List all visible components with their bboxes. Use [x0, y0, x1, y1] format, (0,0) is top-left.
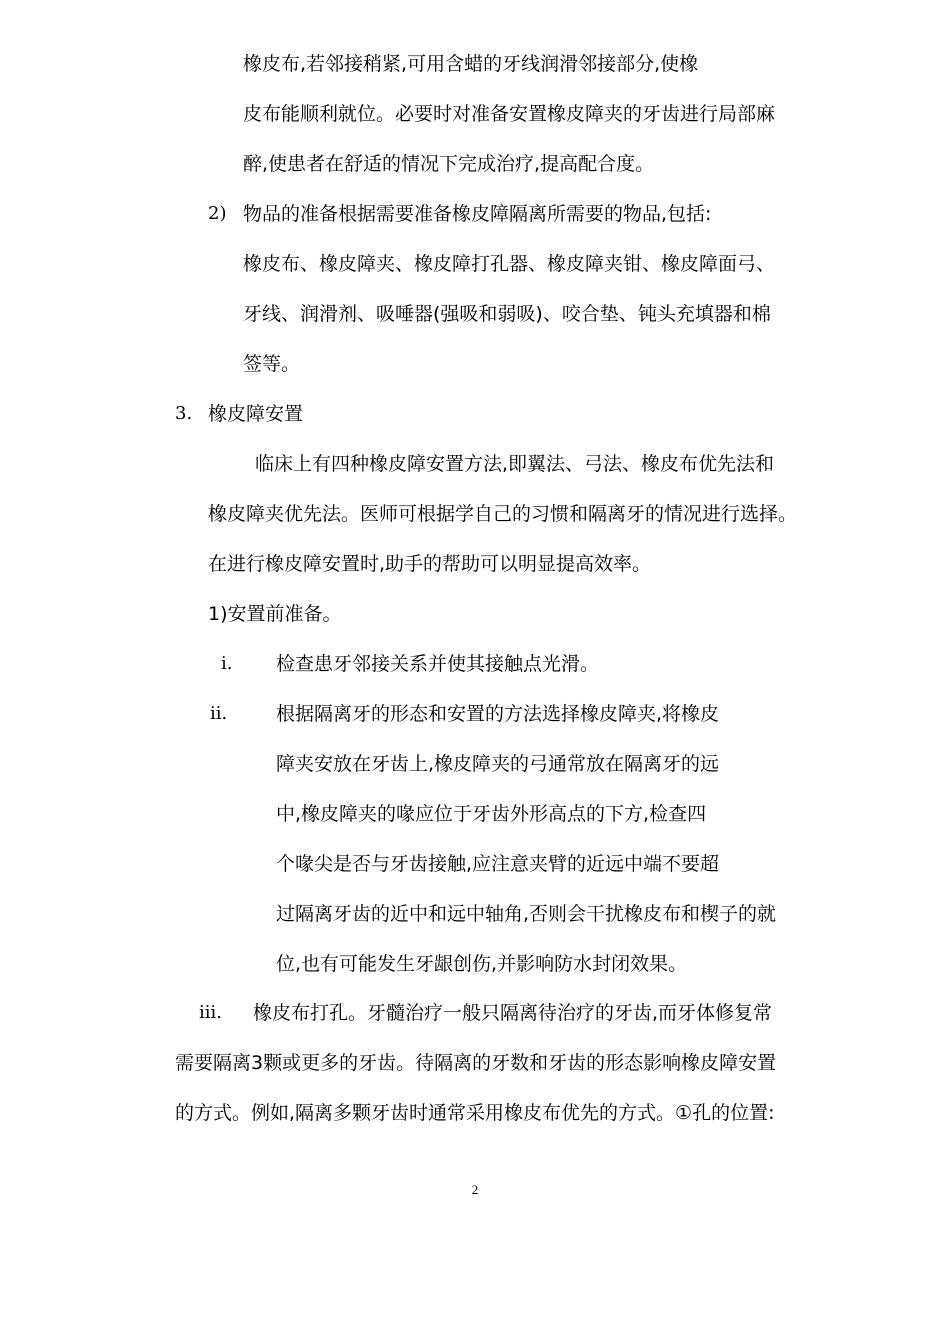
text-line: 检查患牙邻接关系并使其接触点光滑。: [276, 653, 600, 675]
list-marker: iii.: [199, 1002, 222, 1023]
list-marker: i.: [221, 653, 233, 674]
text-line: 位,也有可能发生牙龈创伤,并影响防水封闭效果。: [276, 953, 688, 975]
section-number: 3.: [175, 403, 193, 424]
subsection-heading: 1)安置前准备。: [208, 603, 342, 625]
text-line: 物品的准备根据需要准备橡皮障隔离所需要的物品,包括:: [243, 203, 712, 225]
text-line: 根据隔离牙的形态和安置的方法选择橡皮障夹,将橡皮: [276, 703, 720, 725]
text-line: 牙线、润滑剂、吸唾器(强吸和弱吸)、咬合垫、钝头充填器和棉: [243, 303, 771, 325]
text-line: 障夹安放在牙齿上,橡皮障夹的弓通常放在隔离牙的远: [276, 753, 720, 775]
text-line: 中,橡皮障夹的喙应位于牙齿外形高点的下方,检查四: [276, 803, 707, 825]
text-line: 在进行橡皮障安置时,助手的帮助可以明显提高效率。: [208, 553, 652, 575]
text-line: 临床上有四种橡皮障安置方法,即翼法、弓法、橡皮布优先法和: [255, 453, 775, 475]
text-line: 过隔离牙齿的近中和远中轴角,否则会干扰橡皮布和楔子的就: [276, 903, 777, 925]
text-line: 的方式。例如,隔离多颗牙齿时通常采用橡皮布优先的方式。①孔的位置:: [175, 1102, 775, 1124]
page-number: 2: [471, 1182, 479, 1197]
text-line: 个喙尖是否与牙齿接触,应注意夹臂的近远中端不要超: [276, 853, 720, 875]
text-line: 皮布能顺利就位。必要时对准备安置橡皮障夹的牙齿进行局部麻: [243, 103, 776, 125]
text-line: 橡皮布、橡皮障夹、橡皮障打孔器、橡皮障夹钳、橡皮障面弓、: [243, 253, 776, 275]
text-line: 需要隔离3颗或更多的牙齿。待隔离的牙数和牙齿的形态影响橡皮障安置: [175, 1052, 777, 1074]
section-heading: 橡皮障安置: [208, 403, 304, 425]
text-line: 橡皮障夹优先法。医师可根据学自己的习惯和隔离牙的情况进行选择。: [208, 503, 798, 525]
list-marker: ii.: [210, 703, 228, 724]
text-line: 橡皮布,若邻接稍紧,可用含蜡的牙线润滑邻接部分,使橡: [243, 53, 699, 75]
text-line: 橡皮布打孔。牙髓治疗一般只隔离待治疗的牙齿,而牙体修复常: [253, 1002, 773, 1024]
text-line: 醉,使患者在舒适的情况下完成治疗,提高配合度。: [243, 153, 655, 175]
text-line: 签等。: [243, 353, 301, 375]
list-marker: 2): [208, 203, 227, 224]
